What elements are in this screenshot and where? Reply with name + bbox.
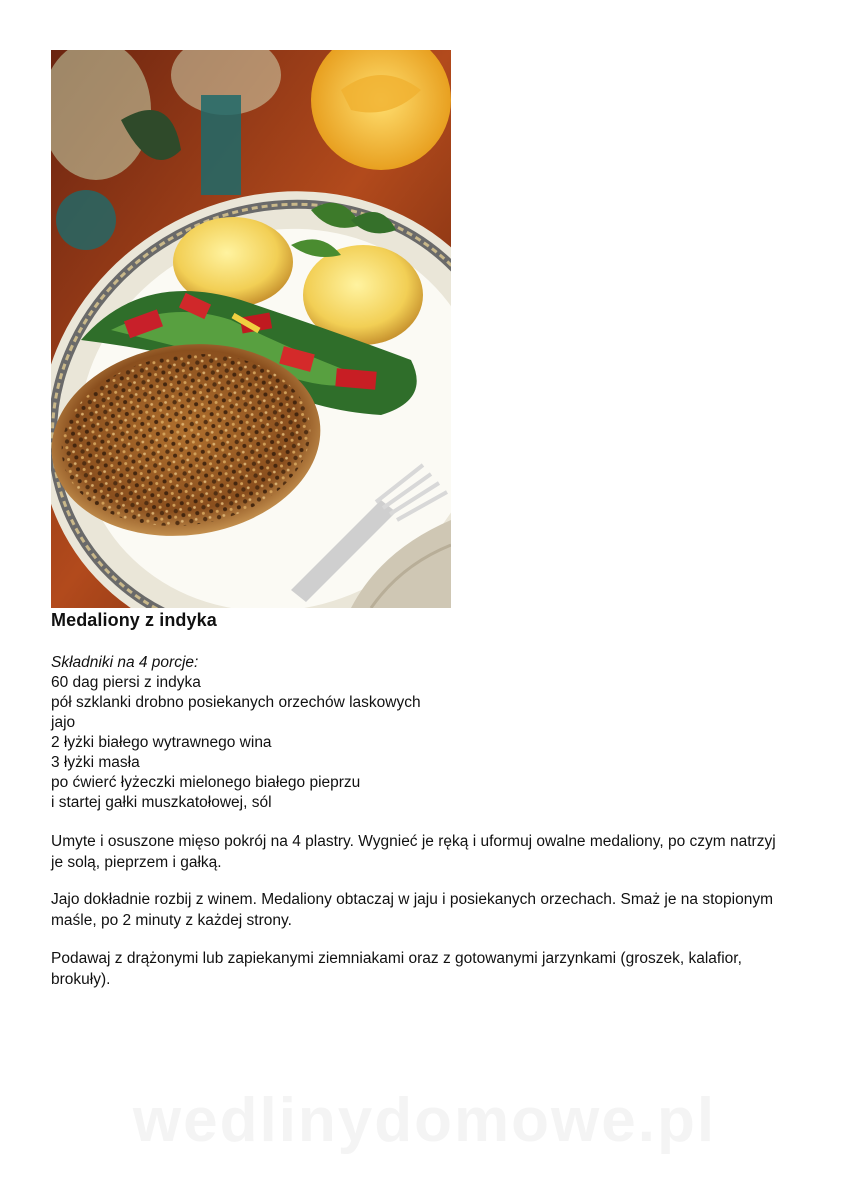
- instruction-step-3: Podawaj z drążonymi lub zapiekanymi ziemniakami oraz z gotowanymi jarzynkami (groszek, kalafior, brokuły).: [51, 950, 742, 988]
- ingredient-item: jajo: [51, 714, 76, 731]
- ingredient-item: i startej gałki muszkatołowej, sól: [51, 794, 272, 811]
- recipe-photo: [51, 50, 451, 608]
- dish-illustration: [51, 50, 451, 608]
- ingredient-item: 60 dag piersi z indyka: [51, 674, 201, 691]
- site-watermark: wedlinydomowe.pl: [132, 1086, 717, 1155]
- ingredient-item: 2 łyżki białego wytrawnego wina: [51, 734, 272, 751]
- instruction-step-2: Jajo dokładnie rozbij z winem. Medaliony obtaczaj w jaju i posiekanych orzechach. Smaż je na stopionym maśle, po 2 minuty z każdej strony.: [51, 891, 773, 929]
- recipe-title: Medaliony z indyka: [51, 610, 217, 630]
- instruction-step-1: Umyte i osuszone mięso pokrój na 4 plastry. Wygnieć je ręką i uformuj owalne medaliony, po czym natrzyj je solą, pieprzem i gałką.: [51, 833, 776, 871]
- ingredient-item: pół szklanki drobno posiekanych orzechów laskowych: [51, 694, 421, 711]
- ingredients-header: Składniki na 4 porcje:: [51, 654, 199, 671]
- ingredient-item: po ćwierć łyżeczki mielonego białego pieprzu: [51, 774, 361, 791]
- ingredients-list: [51, 653, 421, 813]
- ingredient-item: 3 łyżki masła: [51, 754, 140, 771]
